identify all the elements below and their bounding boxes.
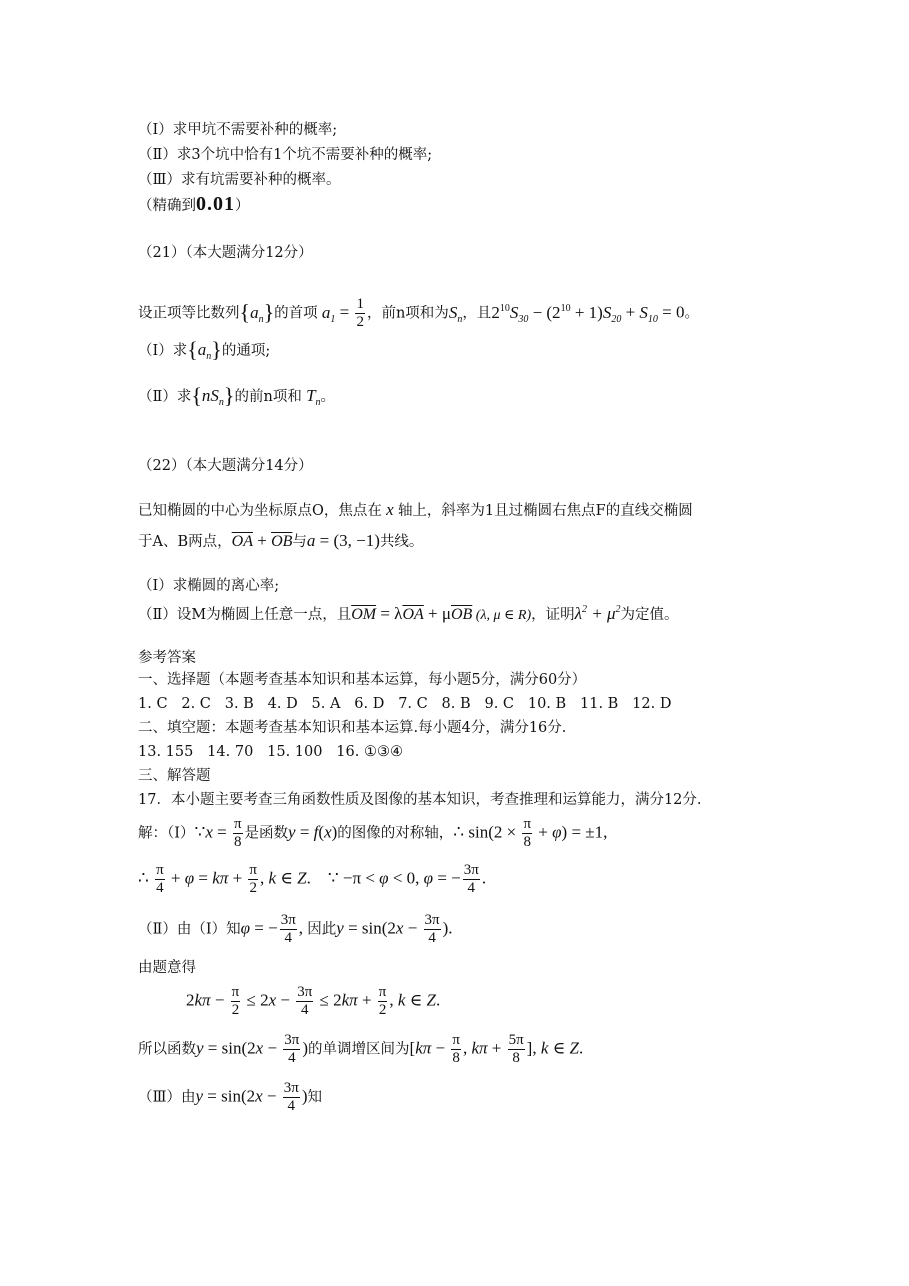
q17-part3-line: （Ⅲ）由y = sin(2x − $\frac{3\pi}{4}$ )知 [138,1080,323,1114]
q22-stem-line2: 于A、B两点，$\overline{OA} + \overline{OB}$与a = (3, −1)共线。 [138,531,424,550]
q22-stem1-b: 轴上，斜率为1且过椭圆右焦点F的直线交椭圆 [397,503,693,519]
answers-title: 参考答案 [138,650,196,666]
q21-part2-b: 的前n项和 [234,389,302,405]
q21-part1: （Ⅰ）求$\{a_n\}$的通项; [138,337,271,362]
precision-value: 0.01 [196,193,235,215]
q21-stem-a: 设正项等比数列 [138,305,240,322]
precision-label: （精确到 [138,198,196,214]
q22-stem2-c: 共线。 [379,534,424,550]
q21-stem: 设正项等比数列$\{a_n\}$的首项 $a_1$ = $\frac{1}{2}$ ，前n项和为$S_n$，且$2^{10}S_{30} - (2^{10} + 1)S_{20} + S_{10} = 0$。 [138,296,699,330]
mono-interval-label: 的单调增区间为 [308,1041,410,1058]
q21-stem-c: ，前n项和为 [366,305,449,322]
answers-section1: 一、选择题（本题考查基本知识和基本运算，每小题5分，满分60分） [138,672,587,688]
q21-part1-a: （Ⅰ）求 [138,343,188,359]
q17-intro: 17．本小题主要考查三角函数性质及图像的基本知识，考查推理和运算能力，满分12分. [138,792,702,808]
q21-stem-d: ，且 [462,305,492,322]
q20-part2: （Ⅱ）求3个坑中恰有1个坑不需要补种的概率; [138,147,433,163]
precision-close: ） [235,198,250,214]
part2-label: （Ⅱ）由（Ⅰ）知 [138,921,241,938]
answers-section1-list: 1. C 2. C 3. B 4. D 5. A 6. D 7. C 8. B 9. C 10. B 11. B 12. D [138,696,672,712]
q22-part2-c: 为定值。 [620,607,679,623]
answers-section2-list: 13. 155 14. 70 15. 100 16. ①③④ [138,744,403,760]
q22-part1: （Ⅰ）求椭圆的离心率; [138,578,280,594]
q22-part2-b: ，证明 [531,607,575,623]
q22-part2-a: （Ⅱ）设M为椭圆上任意一点，且 [138,607,352,623]
q20-part1: （Ⅰ）求甲坑不需要补种的概率; [138,122,338,138]
part3-label: （Ⅲ）由 [138,1089,196,1106]
q17-part2-line: （Ⅱ）由（Ⅰ）知φ = − $\frac{3\pi}{4}$ , 因此y = sin(2x − $\frac{3\pi}{4}$ ). [138,912,453,946]
solution-c: 的图像的对称轴， [337,825,454,842]
answers-section3: 三、解答题 [138,768,211,784]
q21-part2: （Ⅱ）求$\{nS_n\}$的前n项和 $T_n$。 [138,383,336,408]
answers-section2: 二、填空题：本题考查基本知识和基本运算.每小题4分，满分16分. [138,720,567,736]
q22-stem1-a: 已知椭圆的中心为坐标原点O，焦点在 [138,503,382,519]
q17-solution-line2: ∴ $\frac{\pi}{4}$ + φ = kπ + $\frac{\pi}{2}$ , k ∈ Z. ∵ −π < φ < 0, φ = − $\frac{3\pi}{4}$ . [138,862,487,896]
q22-header: （22）（本大题满分14分） [138,458,313,474]
q21-part2-c: 。 [320,389,336,405]
part3-know: 知 [307,1089,323,1106]
q20-part3: （Ⅲ）求有坑需要补种的概率。 [138,172,341,188]
q22-stem-line1: 已知椭圆的中心为坐标原点O，焦点在 x 轴上，斜率为1且过椭圆右焦点F的直线交椭圆 [138,500,693,519]
q17-solution-line1: 解：（Ⅰ）∵x = $\frac{\pi}{8}$ 是函数y = f(x)的图像的对称轴，∴ sin(2 × $\frac{\pi}{8}$ + φ) = ±1, [138,816,608,850]
q20-precision [138,194,250,216]
mono-label: 所以函数 [138,1041,196,1058]
solution-b: 是函数 [244,825,289,842]
q17-inequality: 2kπ − $\frac{\pi}{2}$ ≤ 2x − $\frac{3\pi}{4}$ ≤ 2kπ + $\frac{\pi}{2}$ , k ∈ Z. [186,984,441,1018]
from-problem-label: 由题意得 [138,960,196,976]
q22-part2: （Ⅱ）设M为椭圆上任意一点，且$\overline{OM} = \lambda\overline{OA} + \mu\overline{OB}$ (λ, μ ∈ R)，证明$\lambda^2 + \mu^2$为定值。 [138,604,679,623]
q22-stem2-a: 于A、B两点， [138,534,232,550]
q21-stem-end: 。 [684,305,699,322]
q22-stem2-b: 与 [292,534,307,550]
q21-part2-a: （Ⅱ）求 [138,389,192,405]
q17-monotonic-line: 所以函数y = sin(2x − $\frac{3\pi}{4}$ )的单调增区间为[kπ − $\frac{\pi}{8}$ , kπ + $\frac{5\pi}{8}$ ], k ∈ Z. [138,1032,584,1066]
q21-stem-b: 的首项 [274,305,318,322]
solution-label: 解：（Ⅰ） [138,825,195,842]
part2-therefore: 因此 [307,921,337,938]
q21-header: （21）（本大题满分12分） [138,245,313,261]
q21-part1-b: 的通项; [221,343,271,359]
